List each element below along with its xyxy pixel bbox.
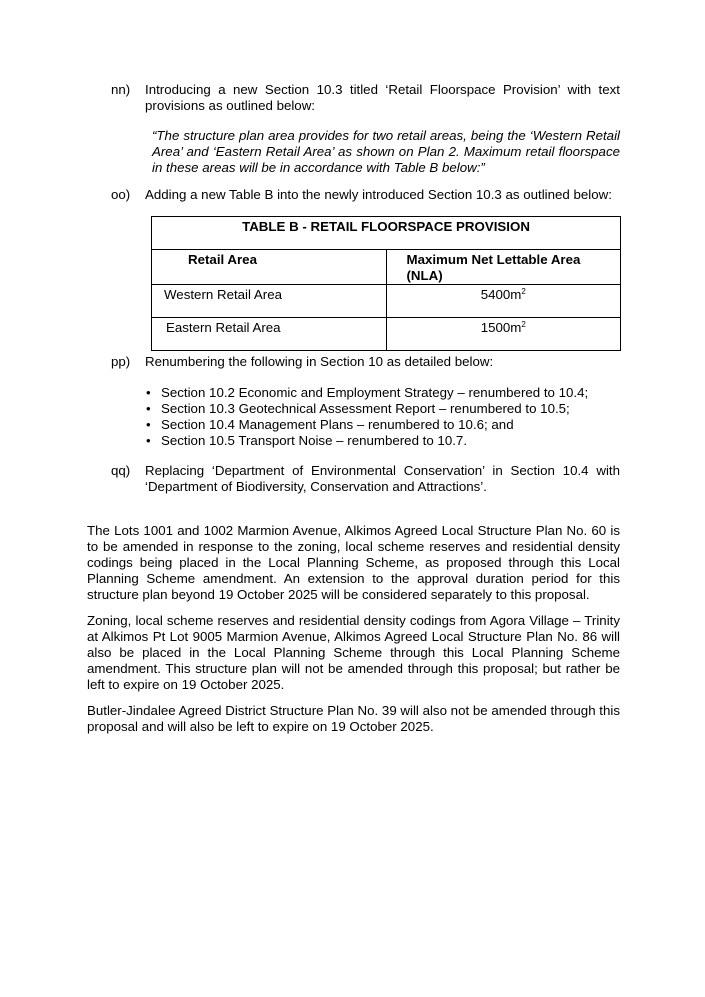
table-cell-area: Eastern Retail Area <box>152 318 387 351</box>
quoted-provision: “The structure plan area provides for two retail areas, being the ‘Western Retail Area’ and ‘Eastern Retail Area’ as shown on Plan 2. Maximum retail floorspace in these areas will be in accordance with Table B below:” <box>152 128 620 175</box>
list-marker: qq) <box>111 463 131 478</box>
renumbering-list <box>144 385 620 449</box>
list-item-text: Replacing ‘Department of Environmental Conservation’ in Section 10.4 with ‘Department of Biodiversity, Conservation and Attractions’. <box>145 463 620 494</box>
bullet-item <box>144 417 620 433</box>
retail-floorspace-table <box>151 216 621 351</box>
list-item-text: Renumbering the following in Section 10 as detailed below: <box>145 354 494 369</box>
table-row <box>152 285 621 318</box>
bullet-text: Section 10.3 Geotechnical Assessment Report – renumbered to 10.5; <box>161 401 570 416</box>
value-text: 1500m <box>480 320 522 335</box>
table-cell-value <box>386 318 621 351</box>
bullet-icon: • <box>146 401 151 416</box>
bullet-text: Section 10.4 Management Plans – renumbered to 10.6; and <box>161 417 514 432</box>
table-cell-value <box>386 285 621 318</box>
list-item-text: Adding a new Table B into the newly introduced Section 10.3 as outlined below: <box>145 187 612 202</box>
paragraph-structure-plan-60: The Lots 1001 and 1002 Marmion Avenue, Alkimos Agreed Local Structure Plan No. 60 is to be amended in response to the zoning, local scheme reserves and residential density codings being placed in the Local Planning Scheme, as proposed through this Local Planning Scheme amendment. An extension to the approval duration period for this structure plan beyond 19 October 2025 will be considered separately to this proposal. <box>87 523 620 602</box>
unit-superscript: 2 <box>521 287 526 296</box>
list-item-nn <box>111 82 620 114</box>
bullet-icon: • <box>146 385 151 400</box>
value-text: 5400m <box>480 287 522 302</box>
column-header-nla: Maximum Net Lettable Area (NLA) <box>386 250 621 285</box>
list-item-text: Introducing a new Section 10.3 titled ‘Retail Floorspace Provision’ with text provisions as outlined below: <box>145 82 620 113</box>
list-marker: pp) <box>111 354 131 369</box>
list-item-qq <box>111 463 620 495</box>
table-row <box>152 318 621 351</box>
list-marker: oo) <box>111 187 131 202</box>
bullet-item <box>144 401 620 417</box>
paragraph-structure-plan-86: Zoning, local scheme reserves and residential density codings from Agora Village – Trinity at Alkimos Pt Lot 9005 Marmion Avenue, Alkimos Agreed Local Structure Plan No. 86 will also be placed in the Local Planning Scheme through this Local Planning Scheme amendment. This structure plan will not be amended through this proposal; but rather be left to expire on 19 October 2025. <box>87 613 620 692</box>
paragraph-structure-plan-39: Butler-Jindalee Agreed District Structure Plan No. 39 will also not be amended through this proposal and will also be left to expire on 19 October 2025. <box>87 703 620 734</box>
bullet-item <box>144 385 620 401</box>
bullet-icon: • <box>146 433 151 448</box>
bullet-item <box>144 433 620 449</box>
bullet-text: Section 10.2 Economic and Employment Strategy – renumbered to 10.4; <box>161 385 589 400</box>
bullet-icon: • <box>146 417 151 432</box>
list-item-oo <box>111 187 620 203</box>
table-cell-area: Western Retail Area <box>152 285 387 318</box>
list-item-pp <box>111 354 620 370</box>
table-title: TABLE B - RETAIL FLOORSPACE PROVISION <box>152 217 621 250</box>
bullet-text: Section 10.5 Transport Noise – renumbered to 10.7. <box>161 433 468 448</box>
unit-superscript: 2 <box>521 320 526 329</box>
column-header-retail-area: Retail Area <box>152 250 387 285</box>
list-marker: nn) <box>111 82 131 97</box>
